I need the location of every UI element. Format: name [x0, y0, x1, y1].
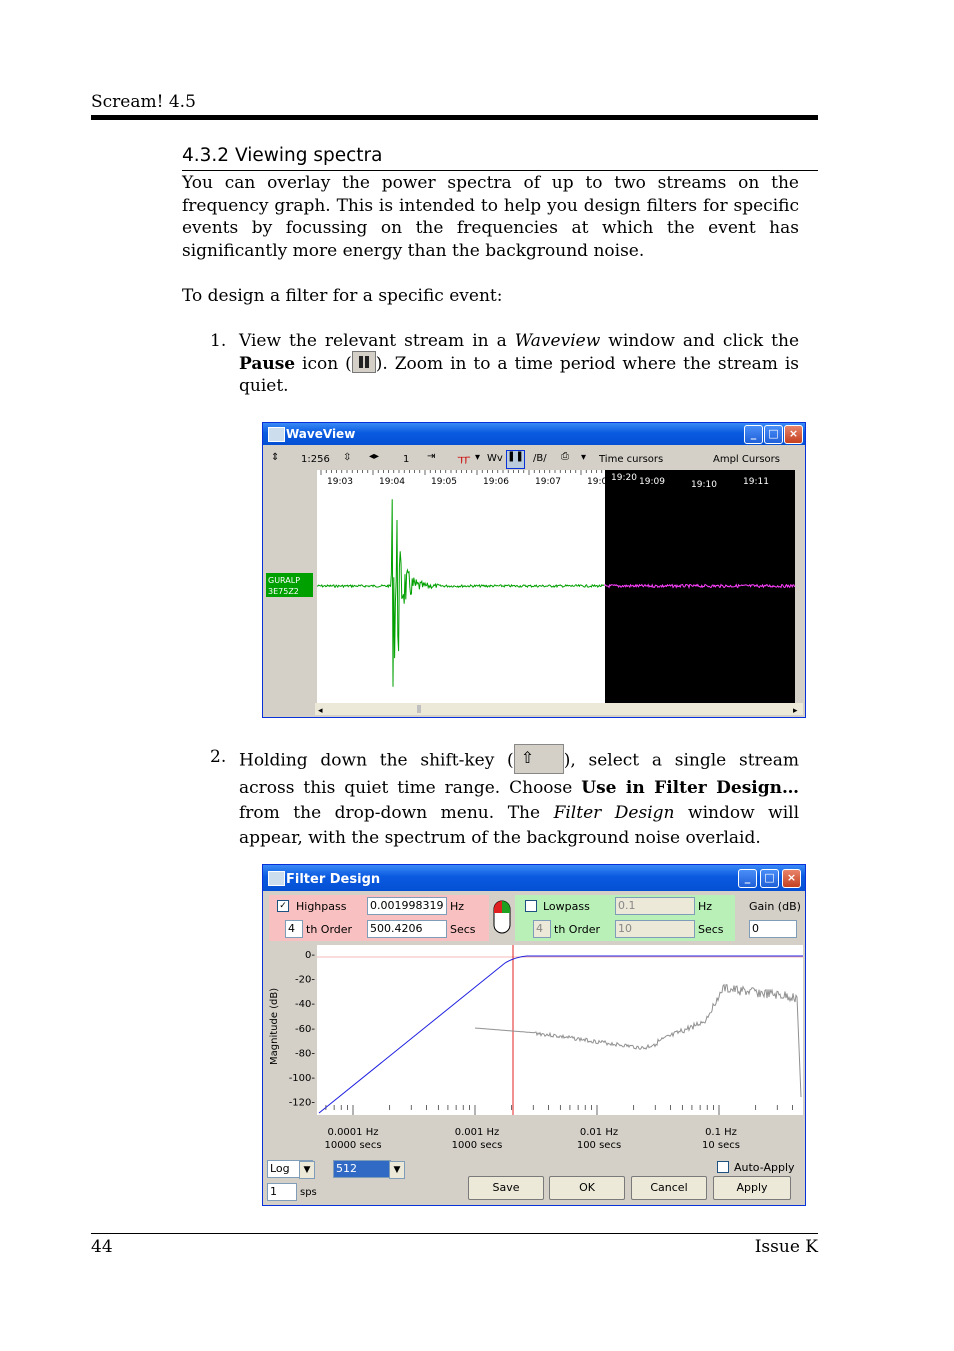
waveview-window — [262, 422, 806, 718]
maximize-icon[interactable]: □ — [764, 425, 783, 444]
waveform-graph — [265, 470, 803, 715]
scrollbar-thumb[interactable] — [417, 705, 421, 713]
time-tick-label: 19:04 — [379, 477, 405, 487]
time-tick-label: 19:11 — [743, 477, 769, 487]
scale-select[interactable]: Log — [267, 1160, 313, 1178]
x-tick-label-secs: 100 secs — [576, 1140, 622, 1151]
frequency-graph — [265, 945, 803, 1157]
sample-rate-unit: sps — [300, 1187, 317, 1198]
highpass-label: Highpass — [296, 900, 347, 913]
highpass-secs-label: Secs — [450, 923, 476, 936]
time-tick-label: 19:10 — [691, 480, 717, 490]
lowpass-order-label: th Order — [554, 923, 601, 936]
filter-design-window — [262, 864, 806, 1206]
shift-key-icon: ⇧ — [514, 744, 564, 774]
x-tick-label-hz: 0.01 Hz — [579, 1127, 619, 1138]
step-1-text: View the relevant stream in a Waveview window and click the Pause icon ( ). Zoom in to a time period where the stream is quiet. — [239, 331, 800, 396]
maximize-icon[interactable]: □ — [760, 869, 779, 888]
fft-size-select[interactable]: 512 — [333, 1160, 391, 1178]
lowpass-frequency-input[interactable]: 0.1 — [615, 897, 695, 915]
x-tick-label-secs: 10000 secs — [324, 1140, 382, 1151]
app-icon — [268, 871, 285, 886]
cursor-time: 19:20 — [611, 473, 637, 483]
auto-apply-checkbox[interactable] — [717, 1161, 729, 1173]
y-axis-ticks — [289, 950, 316, 1109]
highpass-panel — [269, 895, 489, 941]
lowpass-unit: Hz — [698, 900, 713, 913]
issue-label: Issue K — [754, 1237, 818, 1257]
ampl-cursors-label[interactable]: Ampl Cursors — [713, 454, 780, 465]
y-axis-label: Magnitude (dB) — [269, 987, 280, 1065]
ok-button[interactable]: OK — [549, 1176, 625, 1200]
close-icon[interactable]: × — [784, 425, 803, 444]
auto-apply-label: Auto-Apply — [734, 1161, 795, 1174]
pick-icon[interactable]: ㅠ — [457, 453, 471, 469]
fit-icon[interactable]: ⇥ — [427, 451, 436, 462]
zoom-ratio: 1:256 — [301, 454, 330, 465]
filter-design-title: Filter Design — [286, 872, 381, 887]
y-tick-label: 0- — [305, 950, 315, 961]
horizontal-scrollbar[interactable] — [315, 703, 803, 715]
lowpass-secs-label: Secs — [698, 923, 724, 936]
time-tick-label: 19:03 — [327, 477, 353, 487]
running-header: Scream! 4.5 — [91, 92, 196, 112]
y-tick-label: -80- — [295, 1048, 315, 1060]
horizontal-zoom-icon[interactable]: ◂▸ — [369, 451, 380, 462]
wave-style-icon[interactable]: Wv — [487, 453, 503, 464]
page-number: 44 — [91, 1237, 113, 1257]
waveview-toolbar — [265, 450, 803, 470]
y-tick-label: -40- — [295, 999, 315, 1011]
scroll-left-icon[interactable]: ◂ — [318, 706, 323, 715]
y-tick-label: -120- — [288, 1097, 315, 1109]
step-2-text: Holding down the shift-key ( ⇧ ), select a single stream across this quiet time range. Choose Use in Filter Design… from the drop-down menu. The Filter Design window will appear, with the spectrum of the background noise overlaid. — [239, 746, 799, 851]
mouse-icon — [491, 899, 513, 935]
waveview-titlebar — [263, 423, 805, 445]
lowpass-label: Lowpass — [543, 900, 590, 913]
scroll-updown-icon[interactable]: ⇕ — [271, 452, 280, 463]
y-tick-label: -20- — [295, 974, 315, 986]
footer-rule — [91, 1233, 818, 1234]
header-rule — [91, 115, 818, 120]
stream-label-line1: GURALP — [268, 576, 301, 585]
app-icon — [268, 427, 285, 442]
section-title: 4.3.2 Viewing spectra — [182, 145, 383, 166]
print-dropdown-icon[interactable]: ▾ — [581, 452, 587, 463]
time-tick-label: 19:05 — [431, 477, 457, 487]
save-button[interactable]: Save — [468, 1176, 544, 1200]
highpass-order-input[interactable]: 4 — [285, 920, 303, 938]
x-tick-label-hz: 0.0001 Hz — [327, 1127, 379, 1138]
highpass-checkbox[interactable]: ✓ — [277, 900, 289, 912]
time-cursors-label[interactable]: Time cursors — [599, 454, 664, 465]
waveview-title: WaveView — [286, 427, 356, 441]
minimize-icon[interactable]: _ — [744, 425, 763, 444]
close-icon[interactable]: × — [782, 869, 801, 888]
section-rule — [182, 170, 818, 171]
x-axis-labels — [324, 1127, 740, 1151]
filter-icon[interactable]: /B/ — [533, 453, 547, 464]
gain-label: Gain (dB) — [749, 900, 801, 913]
time-tick-label: 19:09 — [639, 477, 665, 487]
step-1-number: 1. — [210, 331, 227, 351]
x-tick-label-hz: 0.1 Hz — [705, 1127, 737, 1138]
filter-design-titlebar — [263, 865, 805, 891]
x-tick-label-secs: 1000 secs — [451, 1140, 503, 1151]
intro-paragraph: You can overlay the power spectra of up to two streams on the frequency graph. This is intended to help you design filters for specific events by focussing on the frequencies at which the event has significantly more energy than the background noise. — [182, 173, 799, 261]
lowpass-order-input[interactable]: 4 — [533, 920, 551, 938]
highpass-secs-input[interactable]: 500.4206 — [367, 920, 447, 938]
highpass-unit: Hz — [450, 900, 465, 913]
lowpass-checkbox[interactable] — [525, 900, 537, 912]
gain-input[interactable]: 0 — [749, 920, 797, 938]
stream-label-line2: 3E75Z2 — [268, 587, 299, 596]
intro-lead: To design a filter for a specific event: — [182, 286, 503, 306]
sample-rate-input[interactable]: 1 — [267, 1183, 297, 1201]
highpass-frequency-input[interactable]: 0.001998319 — [367, 897, 447, 915]
apply-button[interactable]: Apply — [713, 1176, 791, 1200]
pause-button[interactable]: ❚❚ — [506, 450, 525, 469]
time-tick-label: 19:07 — [535, 477, 561, 487]
dropdown-icon[interactable]: ▾ — [475, 452, 481, 463]
time-tick-label: 19:06 — [483, 477, 509, 487]
minimize-icon[interactable]: _ — [738, 869, 757, 888]
y-tick-label: -60- — [295, 1023, 315, 1035]
stream-count: 1 — [403, 454, 410, 465]
lowpass-panel — [515, 895, 735, 941]
plot-area — [317, 945, 803, 1115]
x-tick-label-secs: 10 secs — [702, 1140, 740, 1151]
y-tick-label: -100- — [288, 1073, 315, 1084]
vertical-zoom-icon[interactable]: ⇳ — [343, 452, 352, 463]
time-tick-label: 19:08 — [587, 477, 613, 487]
scroll-right-icon[interactable]: ▸ — [793, 706, 798, 715]
step-2-number: 2. — [210, 747, 227, 767]
x-tick-label-hz: 0.001 Hz — [454, 1127, 500, 1138]
pause-icon — [352, 351, 376, 373]
highpass-order-label: th Order — [306, 923, 353, 936]
cancel-button[interactable]: Cancel — [631, 1176, 707, 1200]
scale-dropdown-icon[interactable]: ▼ — [299, 1161, 315, 1179]
lowpass-secs-input[interactable]: 10 — [615, 920, 695, 938]
print-icon[interactable]: ⎙ — [561, 451, 569, 462]
fft-dropdown-icon[interactable]: ▼ — [389, 1161, 405, 1179]
